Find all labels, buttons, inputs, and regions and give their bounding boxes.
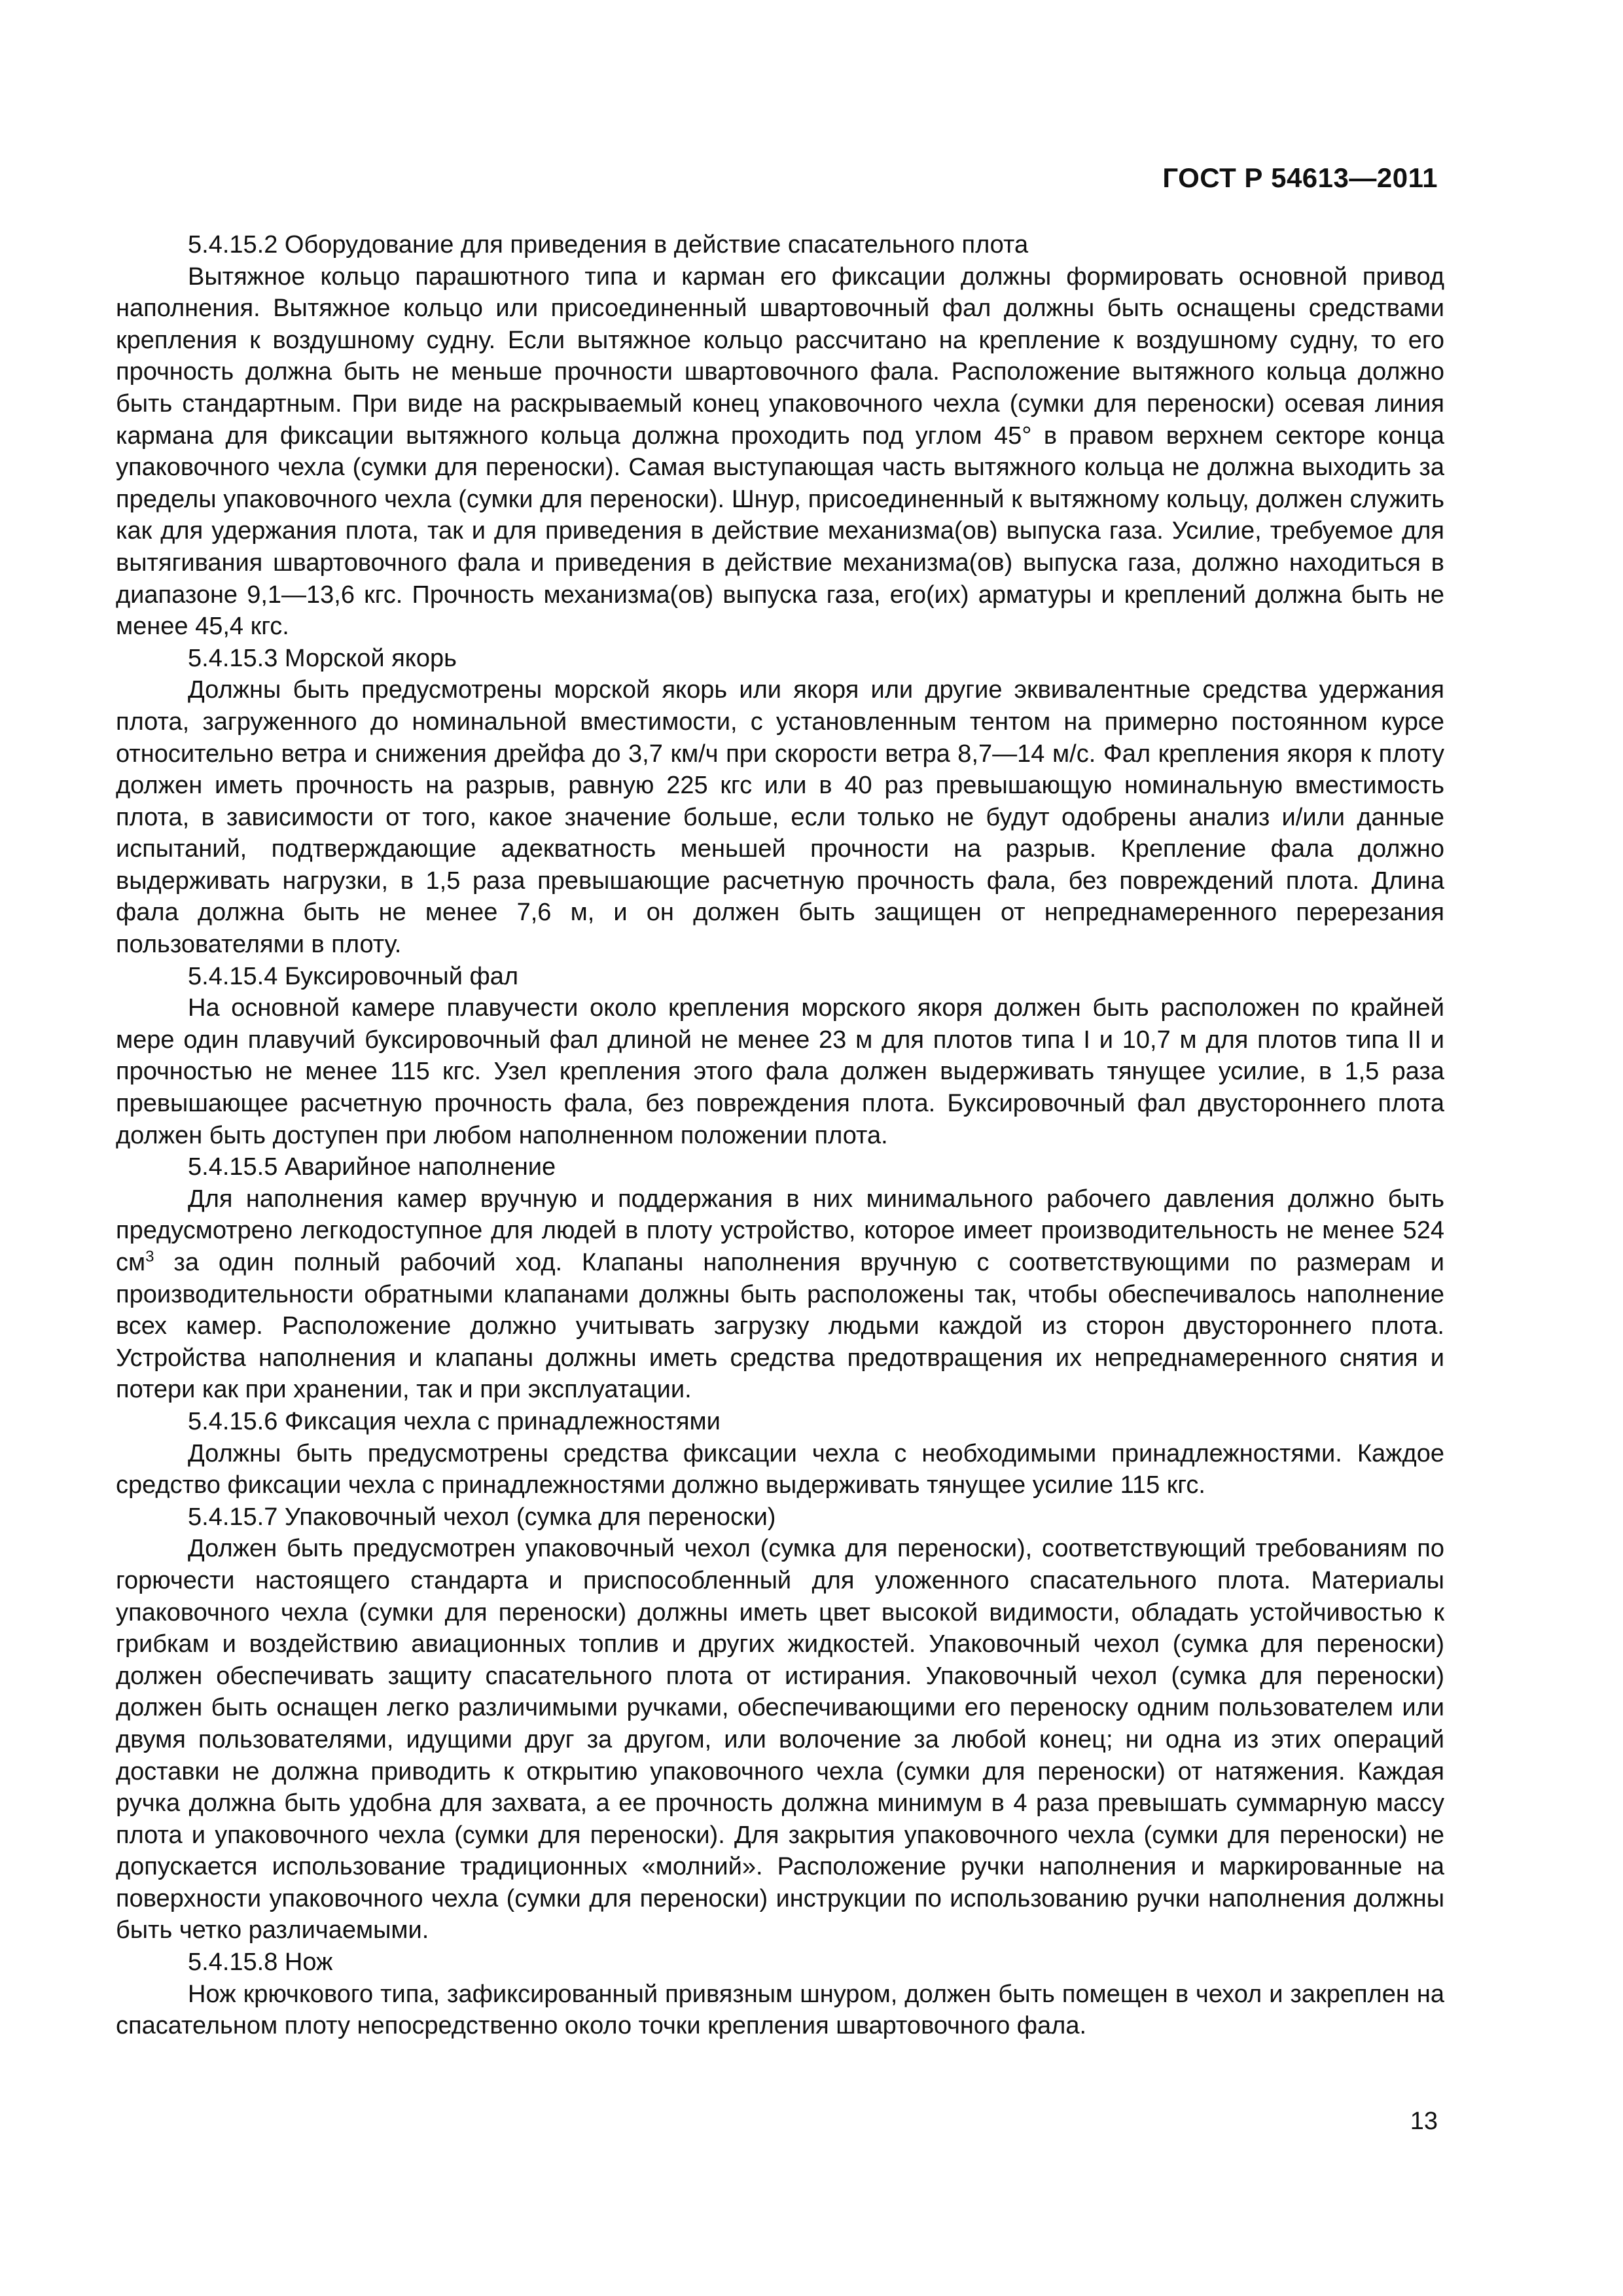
section-heading-5-4-15-4: 5.4.15.4 Буксировочный фал	[188, 962, 519, 990]
section-heading-5-4-15-3: 5.4.15.3 Морской якорь	[188, 644, 457, 672]
section-paragraph: Должны быть предусмотрены средства фиксации чехла с необходимыми принадлежностями. Каждое средство фиксации чехла с принадлежностями должно выдерживать тянущее усилие 115 кгс.	[116, 1439, 1444, 1499]
page-number: 13	[1410, 2108, 1438, 2135]
section-heading-5-4-15-2: 5.4.15.2 Оборудование для приведения в действие спасательного плота	[188, 231, 1029, 259]
document-standard-number: ГОСТ Р 54613—2011	[1162, 162, 1438, 193]
section-paragraph	[116, 1183, 1444, 1406]
document-body	[116, 229, 1444, 2042]
paragraph-text-part: Для наполнения камер вручную и поддержания в них минимального рабочего давления должно быть предусмотрено легкодоступное для людей в плоту устройство, которое имеет производительность не менее 524 см	[116, 1185, 1444, 1276]
section-heading-5-4-15-5: 5.4.15.5 Аварийное наполнение	[188, 1153, 556, 1181]
section-paragraph: Нож крючкового типа, зафиксированный привязным шнуром, должен быть помещен в чехол и закреплен на спасательном плоту непосредственно около точки крепления швартовочного фала.	[116, 1980, 1444, 2040]
section-paragraph: Должны быть предусмотрены морской якорь или якоря или другие эквивалентные средства удержания плота, загруженного до номинальной вместимости, с установленным тентом на примерно постоянном курсе относительно ветра и снижения дрейфа до 3,7 км/ч при скорости ветра 8,7—14 м/с. Фал крепления якоря к плоту должен иметь прочность на разрыв, равную 225 кгс или в 40 раз превышающую номинальную вместимость плота, в зависимости от того, какое значение больше, если только не будут одобрены анализ и/или данные испытаний, подтверждающие адекватность меньшей прочности на разрыв. Крепление фала должно выдерживать нагрузки, в 1,5 раза превышающие расчетную прочность фала, без повреждений плота. Длина фала должна быть не менее 7,6 м, и он должен быть защищен от непреднамеренного перерезания пользователями в плоту.	[116, 676, 1444, 959]
section-heading-5-4-15-8: 5.4.15.8 Нож	[188, 1948, 333, 1977]
superscript-exponent: 3	[145, 1247, 154, 1266]
section-heading-5-4-15-7: 5.4.15.7 Упаковочный чехол (сумка для переноски)	[188, 1503, 776, 1531]
section-paragraph: Вытяжное кольцо парашютного типа и карман его фиксации должны формировать основной привод наполнения. Вытяжное кольцо или присоединенный швартовочный фал должны быть оснащены средствами крепления к воздушному судну. Если вытяжное кольцо рассчитано на крепление к воздушному судну, то его прочность должна быть не меньше прочности швартовочного фала. Расположение вытяжного кольца должно быть стандартным. При виде на раскрываемый конец упаковочного чехла (сумки для переноски) осевая линия кармана для фиксации вытяжного кольца должна проходить под углом 45° в правом верхнем секторе конца упаковочного чехла (сумки для переноски). Самая выступающая часть вытяжного кольца не должна выходить за пределы упаковочного чехла (сумки для переноски). Шнур, присоединенный к вытяжному кольцу, должен служить как для удержания плота, так и для приведения в действие механизма(ов) выпуска газа. Усилие, требуемое для вытягивания швартовочного фала и приведения в действие механизма(ов) выпуска газа, должно находиться в диапазоне 9,1—13,6 кгс. Прочность механизма(ов) выпуска газа, его(их) арматуры и креплений должна быть не менее 45,4 кгс.	[116, 262, 1444, 641]
section-paragraph: На основной камере плавучести около крепления морского якоря должен быть расположен по крайней мере один плавучий буксировочный фал длиной не менее 23 м для плотов типа I и 10,7 м для плотов типа II и прочностью не менее 115 кгс. Узел крепления этого фала должен выдерживать тянущее усилие, в 1,5 раза превышающее расчетную прочность фала, без повреждения плота. Буксировочный фал двустороннего плота должен быть доступен при любом наполненном положении плота.	[116, 994, 1444, 1149]
section-paragraph: Должен быть предусмотрен упаковочный чехол (сумка для переноски), соответствующий требованиям по горючести настоящего стандарта и приспособленный для уложенного спасательного плота. Материалы упаковочного чехла (сумки для переноски) должны иметь цвет высокой видимости, обладать устойчивостью к грибкам и воздействию авиационных топлив и других жидкостей. Упаковочный чехол (сумка для переноски) должен обеспечивать защиту спасательного плота от истирания. Упаковочный чехол (сумка для переноски) должен быть оснащен легко различимыми ручками, обеспечивающими его переноску одним пользователем или двумя пользователями, идущими друг за другом, или волочение за любой конец; ни одна из этих операций доставки не должна приводить к открытию упаковочного чехла (сумки для переноски) от натяжения. Каждая ручка должна быть удобна для захвата, а ее прочность должна минимум в 4 раза превышать суммарную массу плота и упаковочного чехла (сумки для переноски). Для закрытия упаковочного чехла (сумки для переноски) не допускается использование традиционных «молний». Расположение ручки наполнения и маркированные на поверхности упаковочного чехла (сумки для переноски) инструкции по использованию ручки наполнения должны быть четко различаемыми.	[116, 1535, 1444, 1945]
section-heading-5-4-15-6: 5.4.15.6 Фиксация чехла с принадлежностями	[188, 1407, 721, 1435]
paragraph-text-part: за один полный рабочий ход. Клапаны наполнения вручную с соответствующими по размерам и производительности обратными клапанами должны быть расположены так, чтобы обеспечивалось наполнение всех камер. Расположение должно учитывать загрузку людьми каждой из сторон двустороннего плота. Устройства наполнения и клапаны должны иметь средства предотвращения их непреднамеренного снятия и потери как при хранении, так и при эксплуатации.	[116, 1249, 1444, 1404]
